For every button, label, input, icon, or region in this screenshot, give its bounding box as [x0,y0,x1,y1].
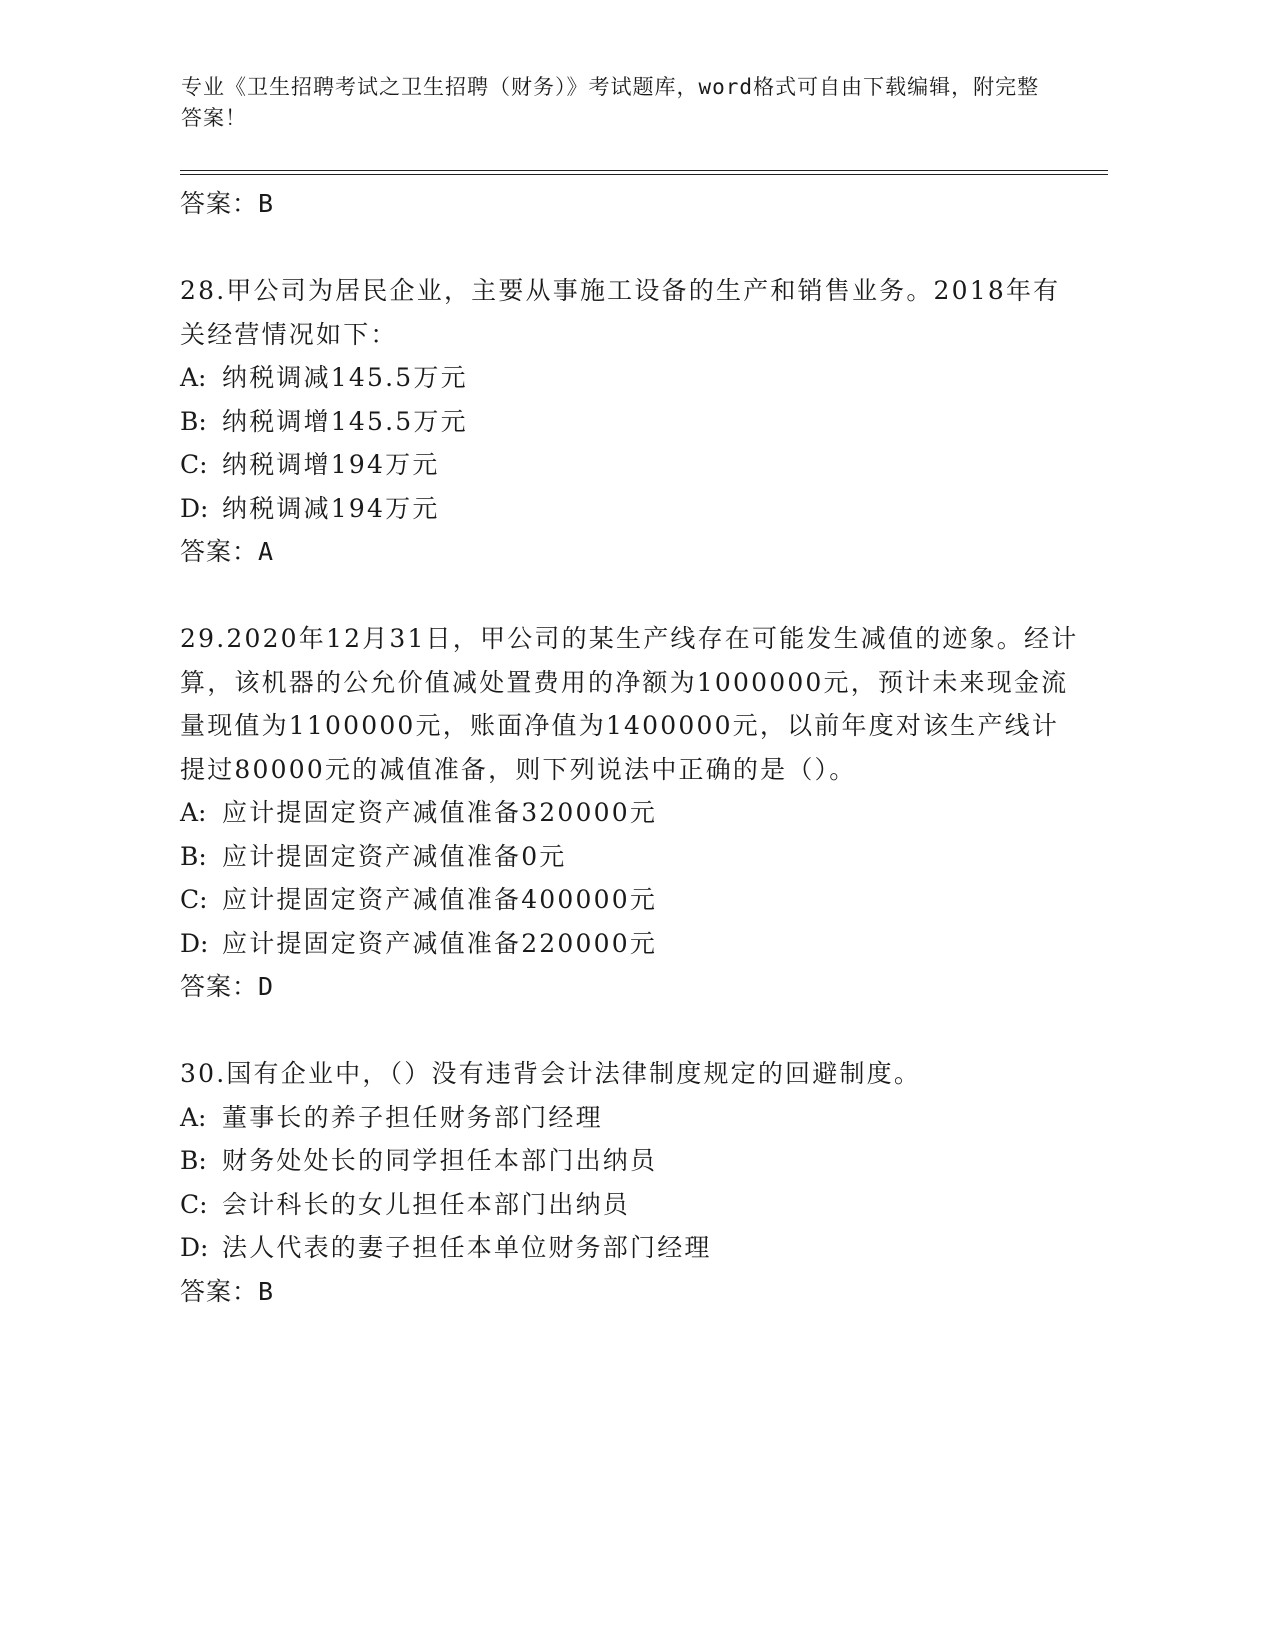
option-text: 董事长的养子担任财务部门经理 [222,1102,603,1132]
option-letter: D: [180,493,209,523]
option-letter: B: [180,841,207,871]
previous-answer: 答案：B [180,189,275,218]
question-29 [180,617,1080,1008]
option-letter: C: [180,450,208,479]
header-text: 专业《卫生招聘考试之卫生招聘（财务）》考试题库，word格式可自由下载编辑，附完整答案！ [181,75,1040,130]
option-text: 应计提固定资产减值准备400000元 [222,885,658,914]
option-c [180,878,1080,922]
option-letter: C: [180,885,208,914]
option-text: 应计提固定资产减值准备0元 [222,841,567,871]
option-letter: B: [180,1146,207,1175]
option-letter: C: [180,1189,208,1219]
question-28 [180,269,1080,573]
option-text: 应计提固定资产减值准备320000元 [222,798,658,827]
header-divider [180,170,1108,175]
spacer [180,225,1080,269]
question-30 [180,1052,1080,1313]
option-text: 会计科长的女儿担任本部门出纳员 [222,1189,631,1219]
option-a [180,1096,1080,1140]
spacer [180,1008,1080,1052]
option-b [180,835,1080,879]
question-answer: 答案：A [180,537,275,566]
question-stem: 30.国有企业中，（）没有违背会计法律制度规定的回避制度。 [180,1059,922,1088]
option-b [180,400,1080,444]
option-text: 纳税调增194万元 [222,450,440,479]
option-text: 纳税调减145.5万元 [222,363,468,392]
option-a [180,356,1080,400]
option-d [180,487,1080,531]
option-c [180,443,1080,487]
option-letter: A: [180,1102,207,1132]
option-c [180,1183,1080,1227]
option-text: 应计提固定资产减值准备220000元 [222,928,658,958]
option-d [180,1226,1080,1270]
question-answer: 答案：D [180,972,275,1001]
page-header [181,72,1041,134]
spacer [180,573,1080,617]
option-letter: A: [180,798,207,827]
question-stem: 28.甲公司为居民企业，主要从事施工设备的生产和销售业务。2018年有关经营情况如下： [180,276,1061,349]
option-letter: B: [180,406,207,436]
question-answer: 答案：B [180,1276,275,1306]
question-stem: 29.2020年12月31日，甲公司的某生产线存在可能发生减值的迹象。经计算，该机器的公允价值减处置费用的净额为1000000元，预计未来现金流量现值为1100000元，账面净值为1400000元，以前年度对该生产线计提过80000元的减值准备，则下列说法中正确的是（）。 [180,624,1079,784]
option-a [180,791,1080,835]
option-letter: D: [180,928,209,958]
option-d [180,922,1080,966]
option-b [180,1139,1080,1183]
option-text: 纳税调减194万元 [222,493,440,523]
option-text: 法人代表的妻子担任本单位财务部门经理 [222,1233,712,1262]
question-list [180,182,1080,1313]
option-letter: A: [180,363,207,392]
option-text: 财务处处长的同学担任本部门出纳员 [222,1146,658,1175]
option-text: 纳税调增145.5万元 [222,406,468,436]
option-letter: D: [180,1233,209,1262]
